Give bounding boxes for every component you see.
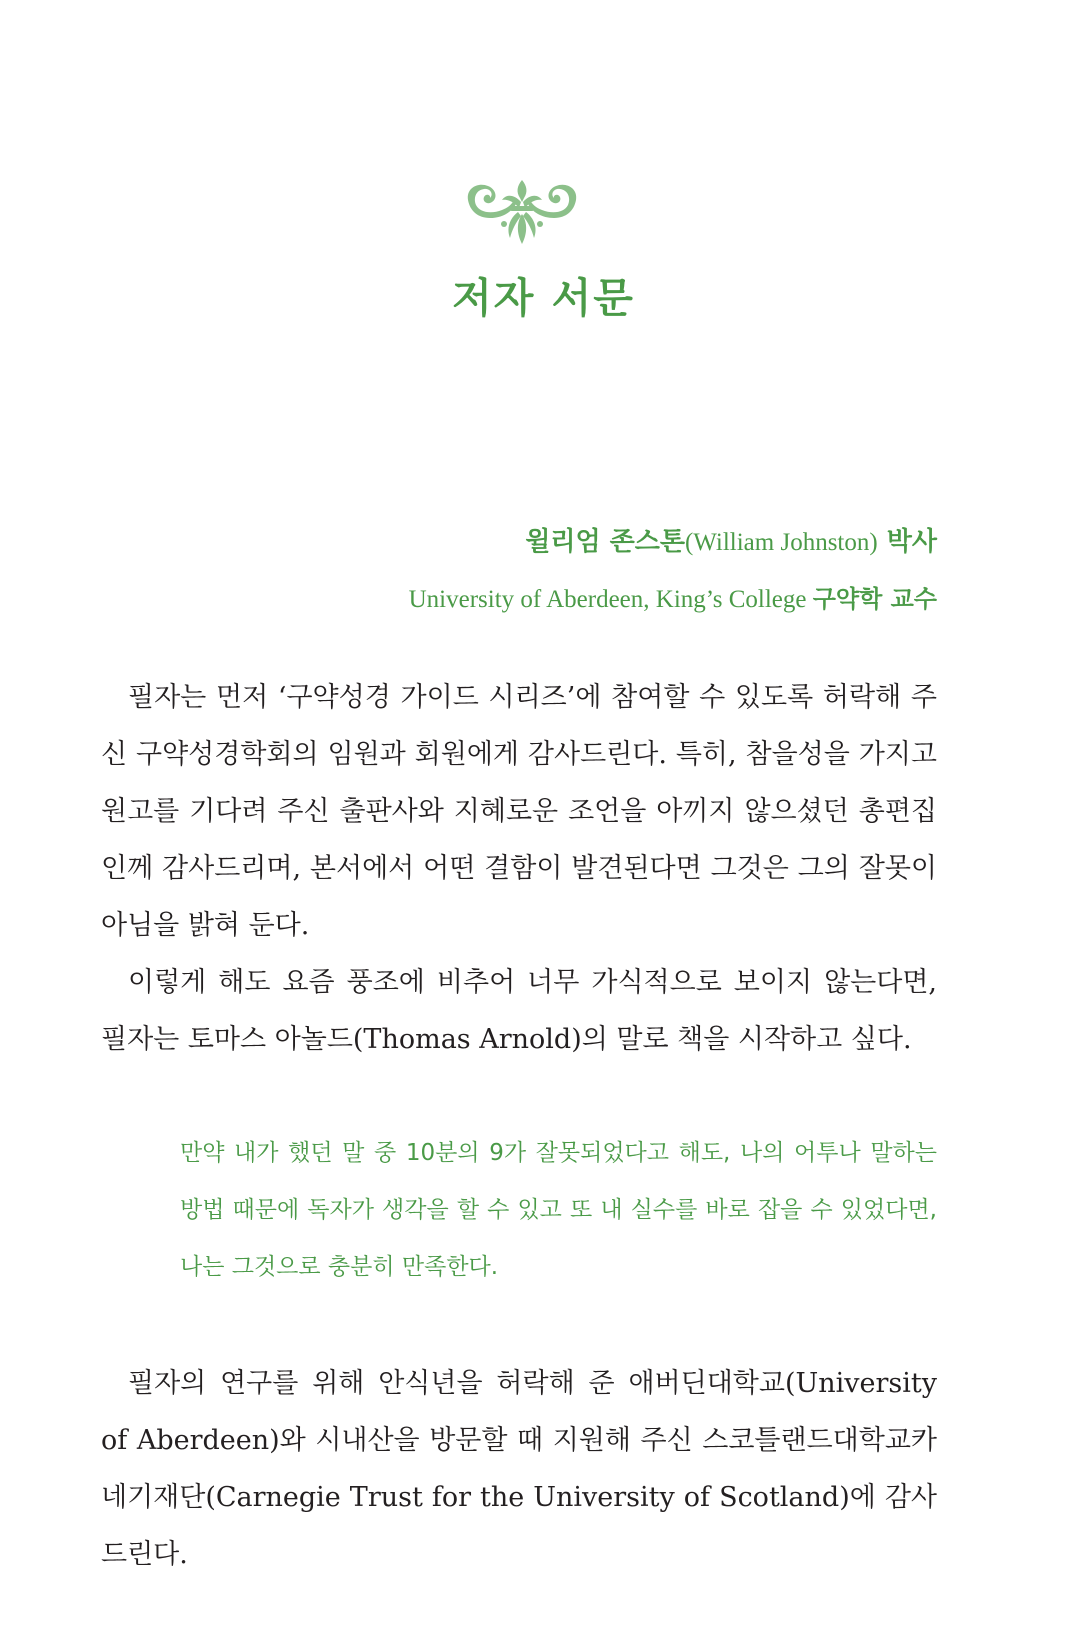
paragraph-arnold-intro: 이렇게 해도 요즘 풍조에 비추어 너무 가식적으로 보이지 않는다면, 필자는 토마스 아놀드(Thomas Arnold)의 말로 책을 시작하고 싶다. [101, 967, 937, 1055]
affiliation-korean: 구약학 교수 [812, 585, 937, 613]
author-honorific: 박사 [886, 527, 937, 557]
author-name-korean: 윌리엄 존스톤 [525, 527, 685, 557]
affiliation-english: University of Aberdeen, King’s College [408, 586, 807, 613]
fleur-de-lis-flourish-icon [464, 178, 580, 248]
author-affiliation [409, 580, 937, 619]
page-title: 저자 서문 [452, 274, 635, 322]
author-line [525, 523, 937, 562]
block-quote: 만약 내가 했던 말 중 10분의 9가 잘못되었다고 해도, 나의 어투나 말하는 방법 때문에 독자가 생각을 할 수 있고 또 내 실수를 바로 잡을 수 있었다면, 나는 그것으로 충분히 만족한다. [180, 1140, 937, 1280]
author-name-english: (William Johnston) [684, 529, 878, 556]
paragraph-acknowledgement: 필자는 먼저 ‘구약성경 가이드 시리즈’에 참여할 수 있도록 허락해 주신 구약성경학회의 임원과 회원에게 감사드린다. 특히, 참을성을 가지고 원고를 기다려 주신 출판사와 지혜로운 조언을 아끼지 않으셨던 총편집인께 감사드리며, 본서에서 어떤 결함이 발견된다면 그것은 그의 잘못이 아님을 밝혀 둔다. [101, 682, 937, 941]
paragraph-closing: 필자의 연구를 위해 안식년을 허락해 준 애버딘대학교(University of Aberdeen)와 시내산을 방문할 때 지원해 주신 스코틀랜드대학교카네기재단(Carnegie Trust for the University of Scotland)에 감사드린다. [101, 1368, 937, 1570]
